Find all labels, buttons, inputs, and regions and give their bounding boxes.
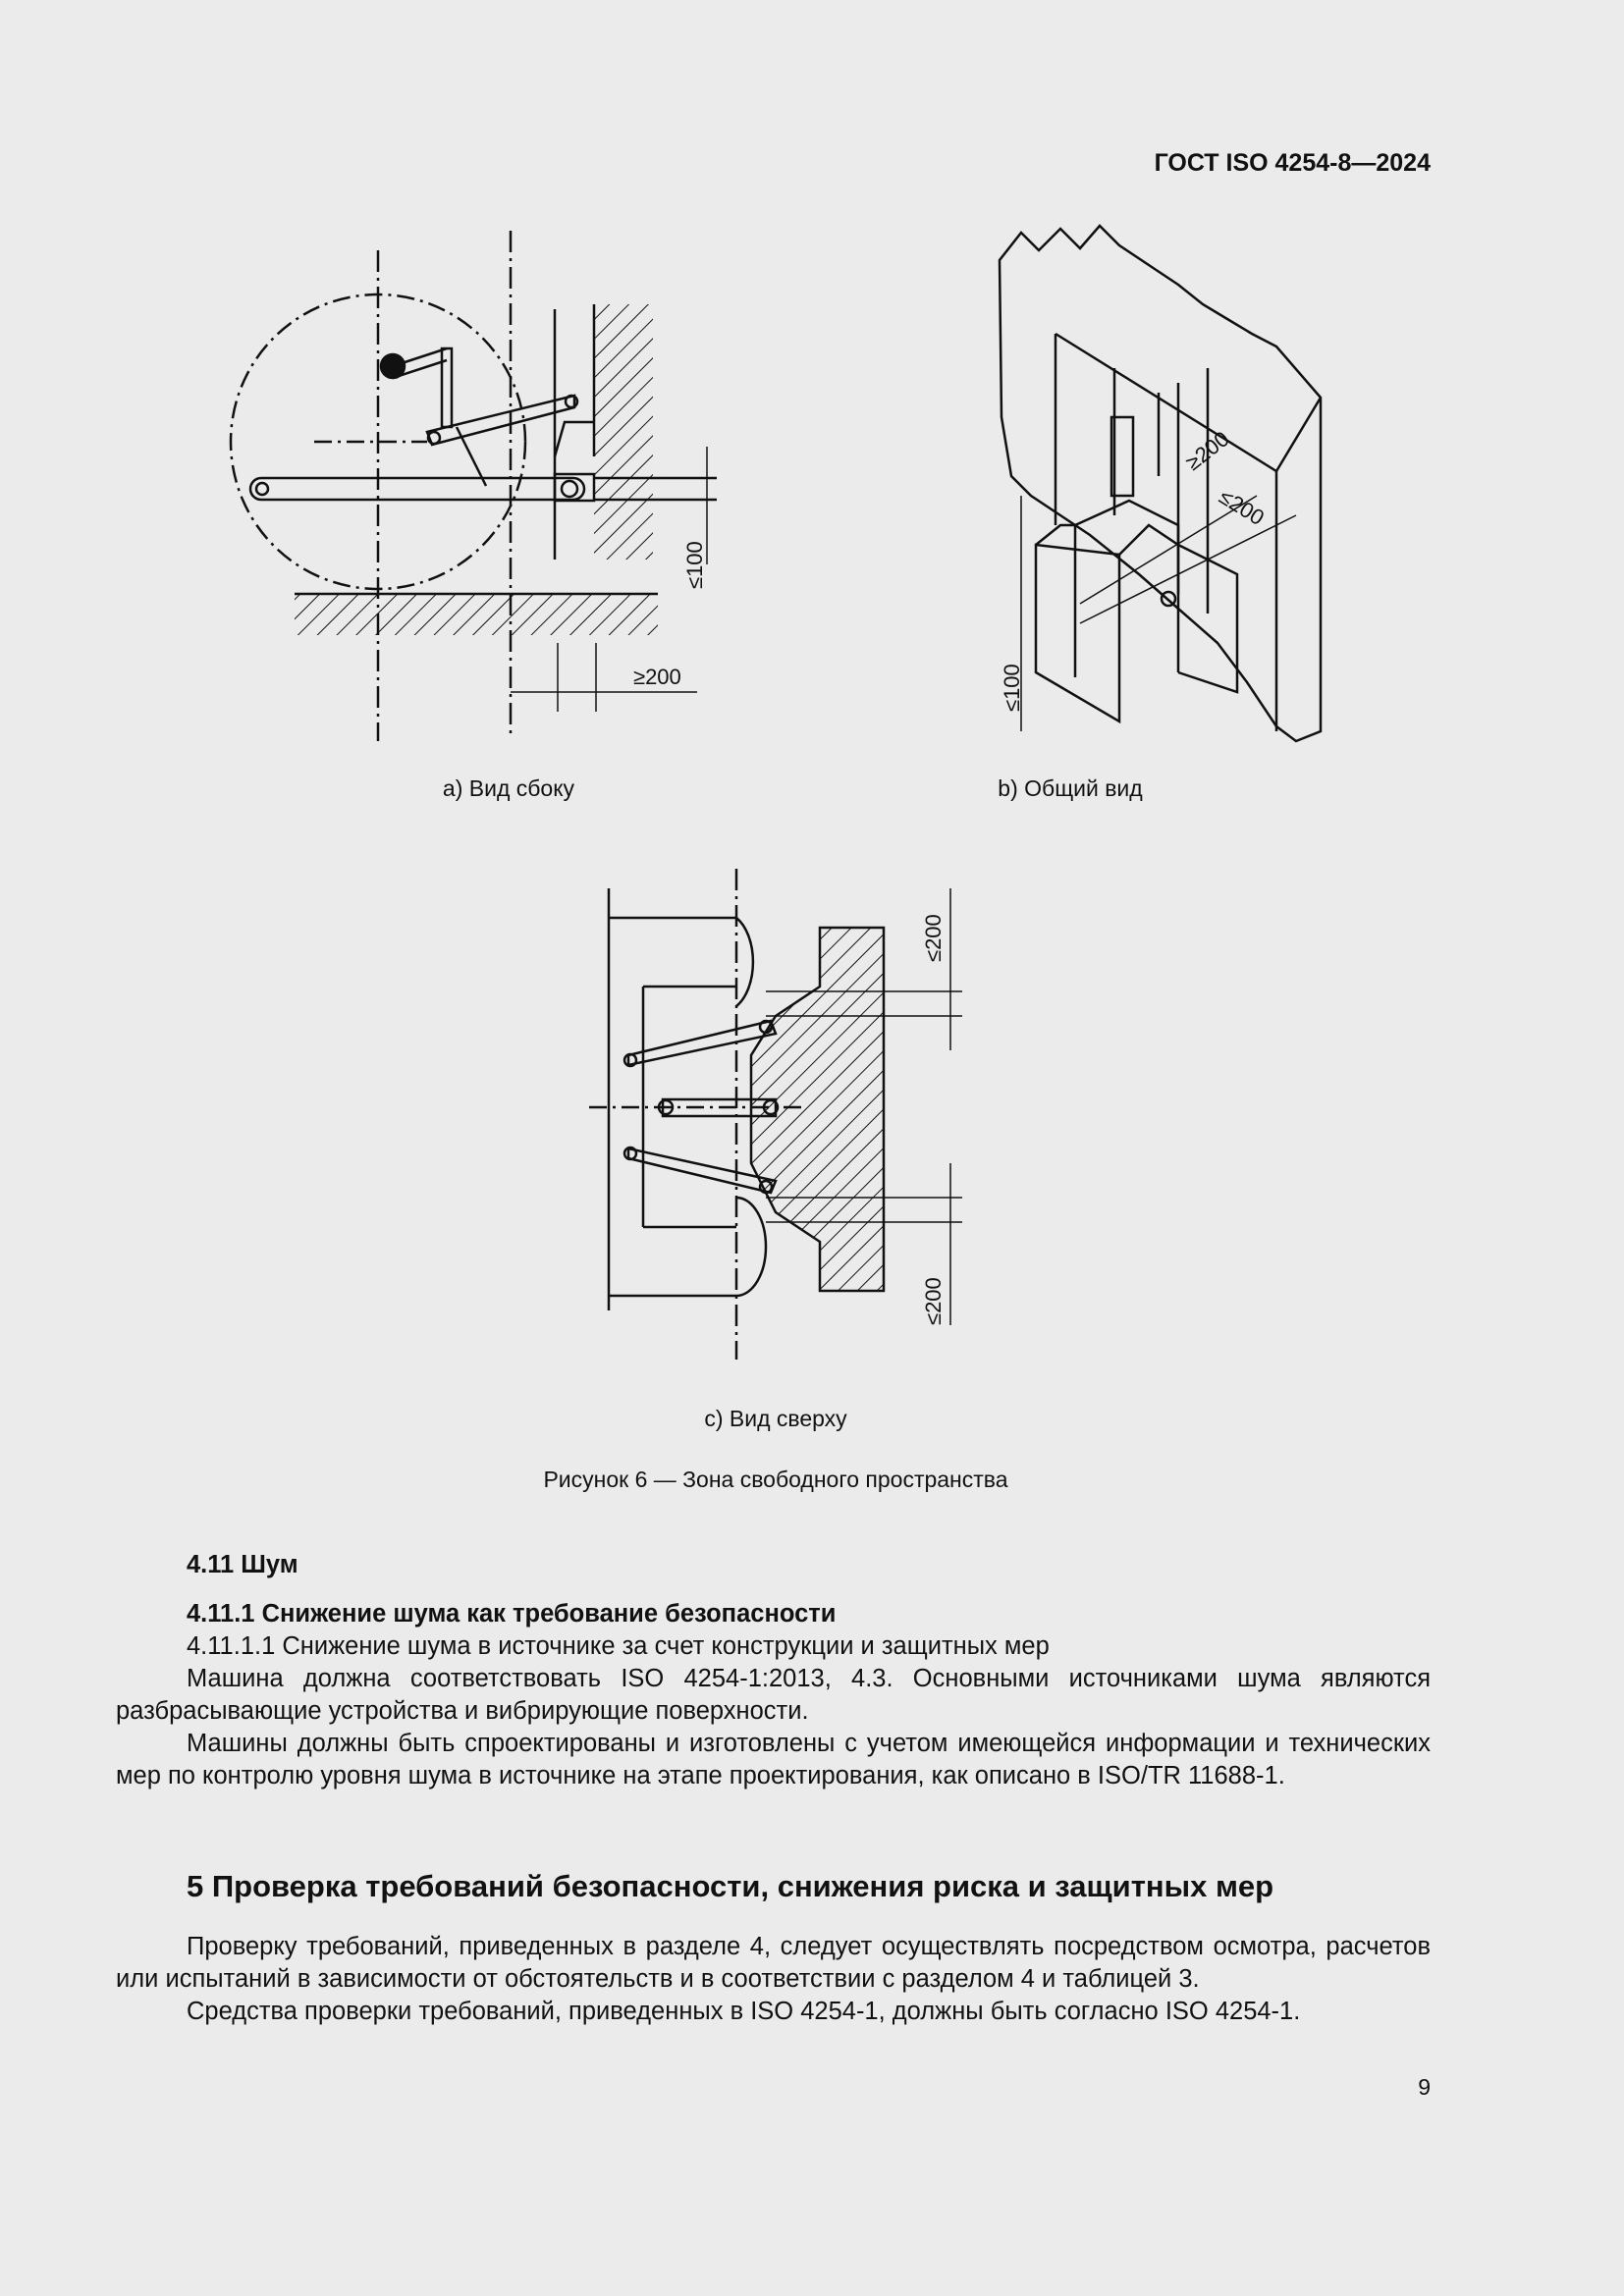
heading-4-11-1-1: 4.11.1.1 Снижение шума в источнике за счет конструкции и защитных мер (187, 1632, 1050, 1660)
dim-le-200-bottom: ≤200 (921, 1277, 946, 1325)
heading-4-11-1: 4.11.1 Снижение шума как требование безопасности (187, 1600, 837, 1628)
figure-panel-c-top-view (569, 859, 982, 1369)
paragraph-noise-1: Машина должна соответствовать ISO 4254-1:2013, 4.3. Основными источниками шума являются разбрасывающие устройства и вибрирующие поверхности. (116, 1665, 1431, 1725)
caption-panel-c: c) Вид сверху (704, 1406, 847, 1431)
figure-title: Рисунок 6 — Зона свободного пространства (543, 1467, 1008, 1492)
document-header-title: ГОСТ ISO 4254-8—2024 (1154, 149, 1431, 177)
dim-ge-200: ≥200 (1180, 426, 1234, 475)
caption-panel-a: a) Вид сбоку (442, 775, 575, 801)
caption-panel-b: b) Общий вид (998, 775, 1143, 801)
paragraph-noise-2: Машины должны быть спроектированы и изготовлены с учетом имеющейся информации и технических мер по контролю уровня шума в источнике на этапе проектирования, как описано в ISO/TR 11688-1. (116, 1730, 1431, 1789)
dim-le-100: ≤100 (682, 541, 707, 589)
heading-section-5: 5 Проверка требований безопасности, снижения риска и защитных мер (187, 1869, 1274, 1903)
paragraph-verification-2: Средства проверки требований, приведенных в ISO 4254-1, должны быть согласно ISO 4254-1. (187, 1998, 1301, 2025)
figure-panel-a-side-view (206, 221, 717, 751)
dim-le-100: ≤100 (1000, 664, 1024, 712)
dim-le-200-top: ≤200 (921, 914, 946, 962)
page-number: 9 (1418, 2074, 1431, 2100)
dim-le-200: ≤200 (1215, 484, 1269, 531)
paragraph-verification-1: Проверку требований, приведенных в разделе 4, следует осуществлять посредством осмотра, расчетов или испытаний в зависимости от обстоятельств и в соответствии с разделом 4 и таблицей 3. (116, 1933, 1431, 1993)
dim-ge-200: ≥200 (633, 665, 681, 689)
heading-4-11: 4.11 Шум (187, 1551, 298, 1578)
figure-panel-b-general-view (982, 221, 1355, 751)
